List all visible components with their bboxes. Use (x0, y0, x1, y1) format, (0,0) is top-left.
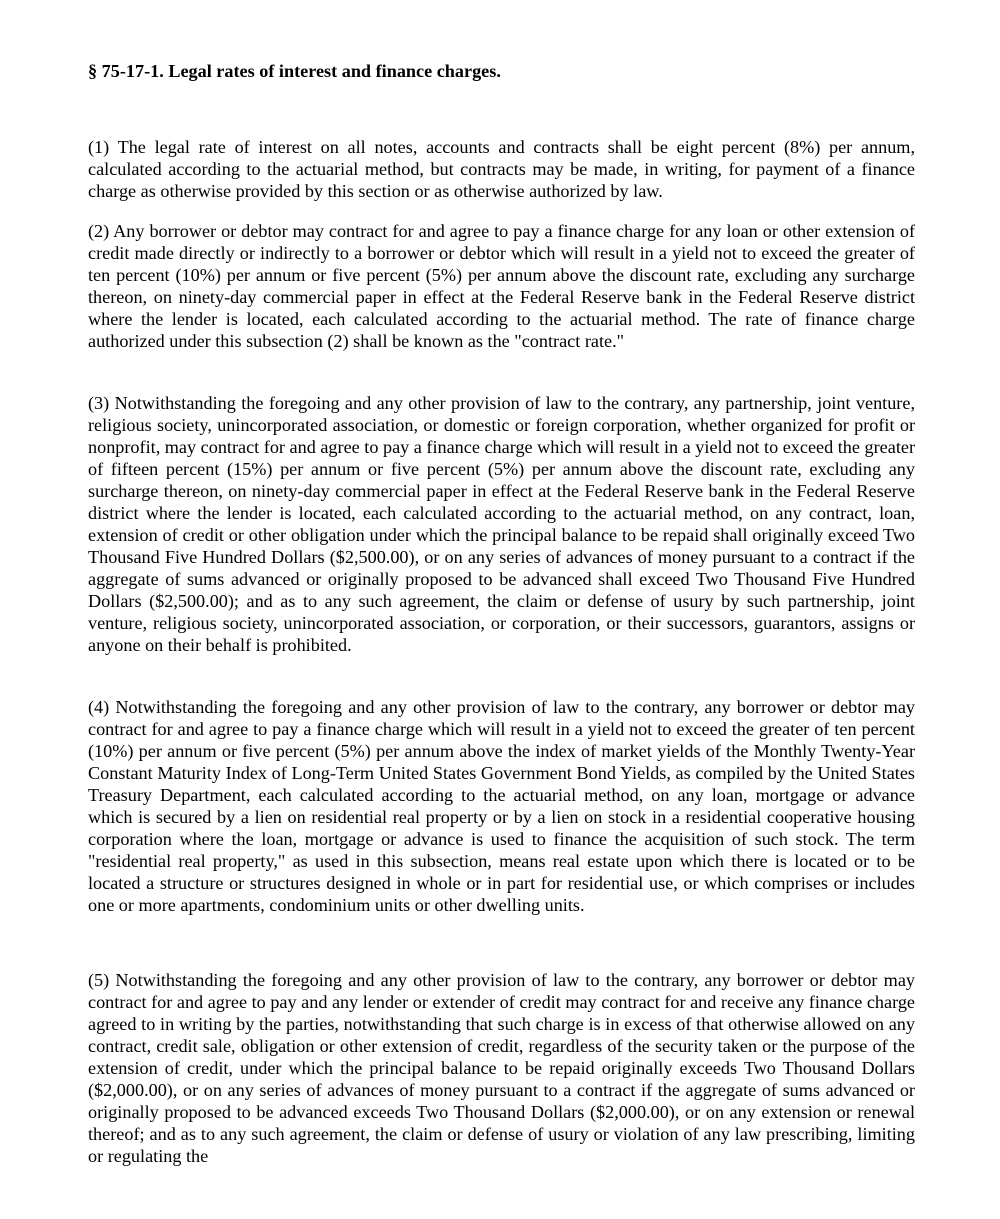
subsection-2-paragraph: (2) Any borrower or debtor may contract for and agree to pay a finance charge for any loan or other extension of credit made directly or indirectly to a borrower or debtor which will result in a yield not to exceed the greater of ten percent (10%) per annum or five percent (5%) per annum above the discount rate, excluding any surcharge thereon, on ninety-day commercial paper in effect at the Federal Reserve bank in the Federal Reserve district where the lender is located, each calculated according to the actuarial method. The rate of finance charge authorized under this subsection (2) shall be known as the "contract rate." (88, 221, 915, 351)
subsection-5-paragraph: (5) Notwithstanding the foregoing and any other provision of law to the contrary, any borrower or debtor may contract for and agree to pay and any lender or extender of credit may contract for and receive any finance charge agreed to in writing by the parties, notwithstanding that such charge is in excess of that otherwise allowed on any contract, credit sale, obligation or other extension of credit, regardless of the security taken or the purpose of the extension of credit, under which the principal balance to be repaid originally exceeds Two Thousand Dollars ($2,000.00), or on any series of advances of money pursuant to a contract if the aggregate of sums advanced or originally proposed to be advanced exceeds Two Thousand Dollars ($2,000.00), or on any extension or renewal thereof; and as to any such agreement, the claim or defense of usury or violation of any law prescribing, limiting or regulating the (88, 970, 915, 1166)
subsection-4-paragraph: (4) Notwithstanding the foregoing and any other provision of law to the contrary, any borrower or debtor may contract for and agree to pay a finance charge which will result in a yield not to exceed the greater of ten percent (10%) per annum or five percent (5%) per annum above the index of market yields of the Monthly Twenty-Year Constant Maturity Index of Long-Term United States Government Bond Yields, as compiled by the United States Treasury Department, each calculated according to the actuarial method, on any loan, mortgage or advance which is secured by a lien on residential real property or by a lien on stock in a residential cooperative housing corporation where the loan, mortgage or advance is used to finance the acquisition of such stock. The term "residential real property," as used in this subsection, means real estate upon which there is located or to be located a structure or structures designed in whole or in part for residential use, or which comprises or includes one or more apartments, condominium units or other dwelling units. (88, 697, 915, 915)
subsection-1-paragraph: (1) The legal rate of interest on all notes, accounts and contracts shall be eight percent (8%) per annum, calculated according to the actuarial method, but contracts may be made, in writing, for payment of a finance charge as otherwise provided by this section or as otherwise authorized by law. (88, 137, 915, 201)
section-title: § 75-17-1. Legal rates of interest and finance charges. (88, 61, 501, 81)
subsection-3-paragraph: (3) Notwithstanding the foregoing and any other provision of law to the contrary, any partnership, joint venture, religious society, unincorporated association, or domestic or foreign corporation, whether organized for profit or nonprofit, may contract for and agree to pay a finance charge which will result in a yield not to exceed the greater of fifteen percent (15%) per annum or five percent (5%) per annum above the discount rate, excluding any surcharge thereon, on ninety-day commercial paper in effect at the Federal Reserve bank in the Federal Reserve district where the lender is located, each calculated according to the actuarial method, on any contract, loan, extension of credit or other obligation under which the principal balance to be repaid shall originally exceed Two Thousand Five Hundred Dollars ($2,500.00), or on any series of advances of money pursuant to a contract if the aggregate of sums advanced or originally proposed to be advanced shall exceed Two Thousand Five Hundred Dollars ($2,500.00); and as to any such agreement, the claim or defense of usury by such partnership, joint venture, religious society, unincorporated association, or corporation, or their successors, guarantors, assigns or anyone on their behalf is prohibited. (88, 393, 915, 655)
